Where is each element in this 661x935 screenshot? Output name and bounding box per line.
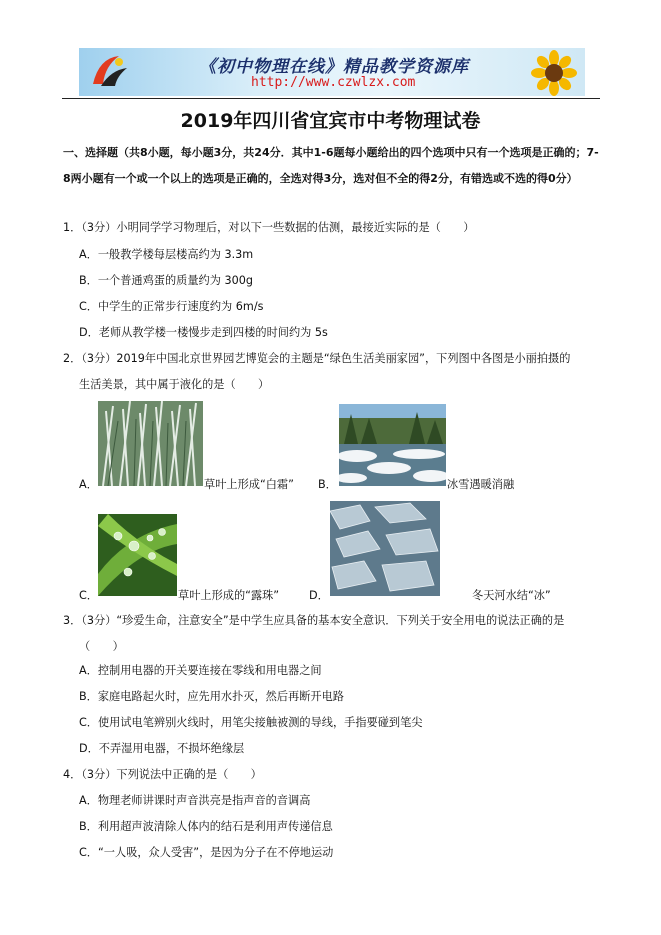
q2-option-b-letter: B． bbox=[318, 478, 337, 491]
header-banner bbox=[79, 48, 585, 96]
section-heading: 一、选择题（共8小题，每小题3分，共24分．其中1-6题每小题给出的四个选项中只有一个选项是正确的；7-8两小题有一个或一个以上的选项是正确的，全选对得3分，选对但不全的得2分，有错选或不选的得0分） bbox=[63, 146, 599, 185]
q2-option-c-caption: 草叶上形成的“露珠” bbox=[178, 589, 280, 602]
dew-drops-image bbox=[98, 514, 177, 596]
q1-option-c: C．中学生的正常步行速度约为 6m/s bbox=[79, 300, 264, 313]
q2-option-a-caption: 草叶上形成“白霜” bbox=[204, 478, 294, 491]
q4-option-b: B．利用超声波清除人体内的结石是利用声传递信息 bbox=[79, 820, 333, 833]
q3-option-d: D．不弄湿用电器，不损坏绝缘层 bbox=[79, 742, 245, 755]
q2-option-a-letter: A． bbox=[79, 478, 98, 491]
q2-stem-line2: 生活美景，其中属于液化的是（ ） bbox=[79, 378, 270, 391]
frozen-river-image bbox=[330, 501, 440, 596]
q2-stem-line1: 2．（3分）2019年中国北京世界园艺博览会的主题是“绿色生活美丽家园”，下列图中各图是小丽拍摄的 bbox=[63, 352, 571, 365]
q2-option-b-caption: 冰雪遇暖消融 bbox=[447, 478, 515, 491]
header-divider bbox=[62, 98, 600, 99]
q3-stem-line2: （ ） bbox=[79, 640, 124, 653]
q1-option-b: B．一个普通鸡蛋的质量约为 300g bbox=[79, 274, 253, 287]
q3-option-a: A．控制用电器的开关要连接在零线和用电器之间 bbox=[79, 664, 322, 677]
q1-option-a: A．一般教学楼每层楼高约为 3.3m bbox=[79, 248, 254, 261]
q1-stem: 1．（3分）小明同学学习物理后，对以下一些数据的估测，最接近实际的是（ ） bbox=[63, 221, 475, 234]
banner-url: http://www.czwlzx.com bbox=[251, 75, 416, 90]
q1-option-d: D．老师从教学楼一楼慢步走到四楼的时间约为 5s bbox=[79, 326, 328, 339]
melting-snow-image bbox=[339, 404, 446, 486]
exam-title: 2019年四川省宜宾市中考物理试卷 bbox=[180, 110, 481, 132]
q4-option-a: A．物理老师讲课时声音洪亮是指声音的音调高 bbox=[79, 794, 311, 807]
banner-title: 《初中物理在线》精品教学资源库 bbox=[199, 57, 469, 77]
q2-option-d-letter: D． bbox=[309, 589, 329, 602]
q3-option-c: C．使用试电笔辨别火线时，用笔尖接触被测的导线，手指要碰到笔尖 bbox=[79, 716, 423, 729]
q2-option-c-letter: C． bbox=[79, 589, 98, 602]
q4-option-c: C．“一人吸，众人受害”，是因为分子在不停地运动 bbox=[79, 846, 334, 859]
frost-grass-image bbox=[98, 401, 203, 486]
logo-icon bbox=[89, 54, 129, 90]
q4-stem: 4．（3分）下列说法中正确的是（ ） bbox=[63, 768, 262, 781]
q3-option-b: B．家庭电路起火时，应先用水扑灭，然后再断开电路 bbox=[79, 690, 344, 703]
q3-stem-line1: 3．（3分）“珍爱生命，注意安全”是中学生应具备的基本安全意识．下列关于安全用电的说法正确的是 bbox=[63, 614, 565, 627]
sunflower-icon bbox=[527, 50, 581, 96]
q2-option-d-caption: 冬天河水结“冰” bbox=[472, 589, 551, 602]
